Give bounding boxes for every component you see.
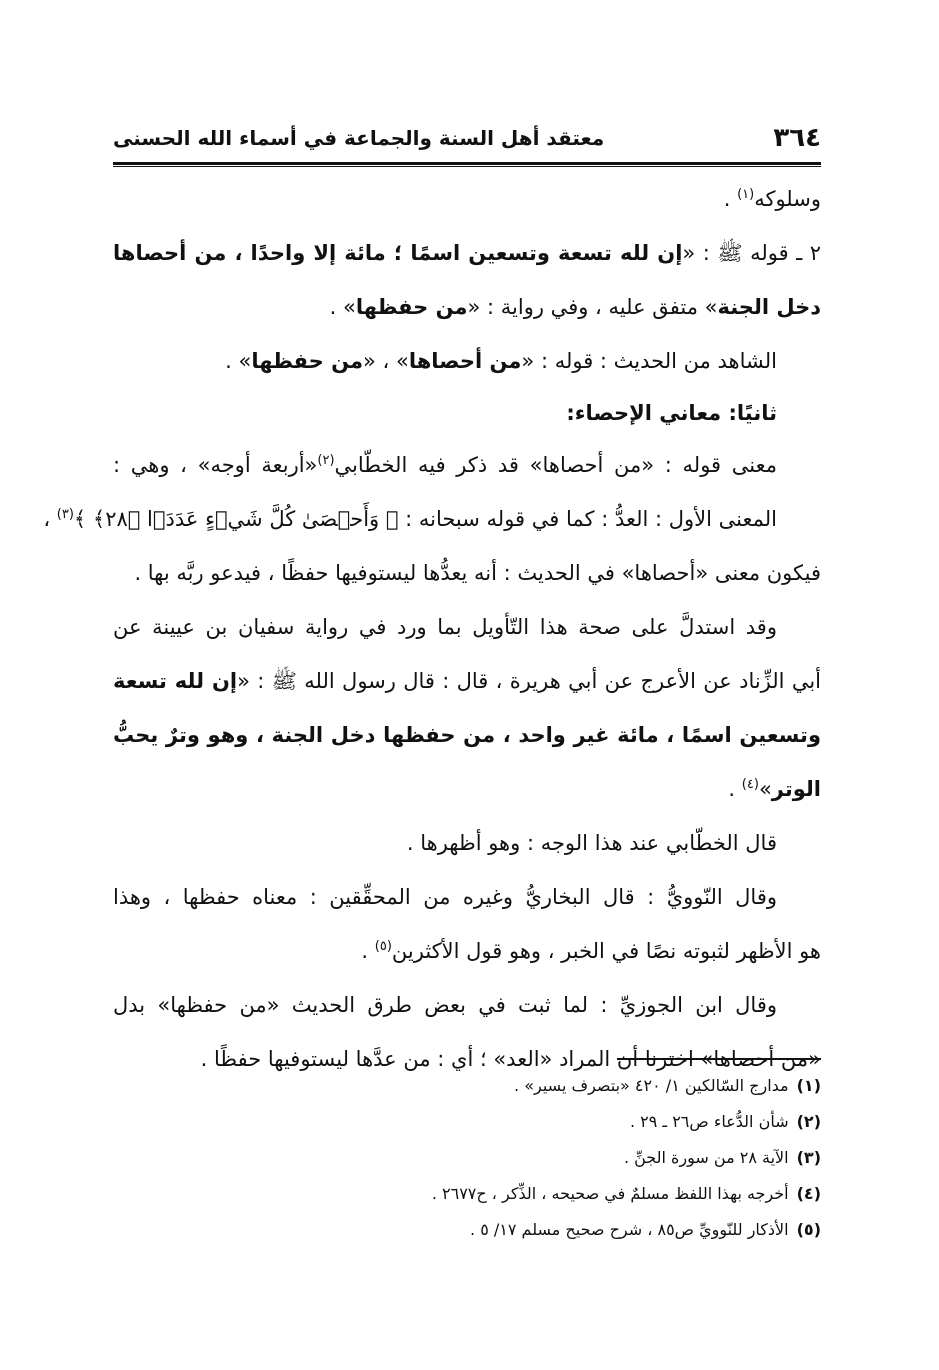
footnote: (٤)أخرجه بهذا اللفظ مسلمٌ في صحيحه ، الذِّكر ، ح٢٦٧٧ . bbox=[431, 1184, 821, 1203]
text-line: «من أحصاها» اخترنا أن المراد «العد» ؛ أي : من عدَّها ليستوفيها حفظًا . bbox=[200, 1047, 821, 1071]
text-line: الوتر»$^{(٤)}$ . bbox=[728, 777, 821, 801]
hadith-text: إن لله تسعة وتسعين اسمًا ؛ مائة إلا واحدًا ، من أحصاها bbox=[113, 241, 683, 265]
hadith-text: من أحصاها bbox=[408, 349, 522, 373]
text-line: الشاهد من الحديث : قوله : «من أحصاها» ، «من حفظها» . bbox=[225, 349, 777, 373]
text-line: دخل الجنة» متفق عليه ، وفي رواية : «من حفظها» . bbox=[329, 295, 821, 319]
hadith-text: من حفظها bbox=[355, 295, 468, 319]
footnote-ref: (٥) bbox=[374, 939, 392, 954]
text-line: وقد استدلَّ على صحة هذا التّأويل بما ورد في رواية سفيان بن عيينة عن bbox=[113, 615, 777, 639]
footnote-ref: (١) bbox=[737, 187, 755, 202]
text-line: فيكون معنى «أحصاها» في الحديث : أنه يعدُّها ليستوفيها حفظًا ، فيدعو ربَّه بها . bbox=[134, 561, 821, 585]
footnote-separator bbox=[617, 1058, 821, 1060]
text-line: وسلوكه$^{(١)}$ . bbox=[723, 187, 821, 211]
text-line: ٢ ـ قوله ﷺ : «إن لله تسعة وتسعين اسمًا ؛ مائة إلا واحدًا ، من أحصاها bbox=[113, 241, 821, 265]
text-line: وقال ابن الجوزيِّ : لما ثبت في بعض طرق الحديث «من حفظها» بدل bbox=[113, 993, 777, 1017]
footnote-ref: (٤) bbox=[741, 777, 759, 792]
footnote: (٣)الآية ٢٨ من سورة الجنِّ . bbox=[623, 1148, 821, 1167]
footnote: (١)مدارج السّالكين ١/ ٤٢٠ «بتصرف يسير» . bbox=[514, 1076, 821, 1095]
footnote: (٢)شأن الدُّعاء ص٢٦ ـ ٢٩ . bbox=[629, 1112, 821, 1131]
page-header bbox=[113, 118, 821, 158]
running-title: معتقد أهل السنة والجماعة في أسماء الله الحسنى bbox=[113, 126, 605, 150]
hadith-text: الوتر bbox=[771, 777, 821, 801]
hadith-text: وتسعين اسمًا ، مائة غير واحد ، من حفظها دخل الجنة ، وهو وترٌ يحبُّ bbox=[113, 723, 821, 747]
footnote-ref: (٣) bbox=[56, 507, 74, 522]
footnote-ref: (٢) bbox=[317, 453, 335, 468]
hadith-text: من حفظها bbox=[251, 349, 364, 373]
header-rule bbox=[113, 162, 821, 167]
text-line: قال الخطّابي عند هذا الوجه : وهو أظهرها . bbox=[406, 831, 777, 855]
page-number: ٣٦٤ bbox=[773, 123, 821, 153]
footnote: (٥)الأذكار للنّوويِّ ص٨٥ ، شرح صحيح مسلم ١٧/ ٥ . bbox=[470, 1220, 821, 1239]
text-line: أبي الزِّناد عن الأعرج عن أبي هريرة ، قال : قال رسول الله ﷺ : «إن لله تسعة bbox=[113, 669, 821, 693]
text-line: المعنى الأول : العدُّ : كما في قوله سبحانه : ﴿ وَأَحۡصَىٰ كُلَّ شَيۡءٍ عَدَدَۢا ﴿٢٨﴾ ﴾$^{(٣)}$ ، bbox=[43, 507, 777, 531]
text-line: هو الأظهر لثبوته نصًا في الخبر ، وهو قول الأكثرين$^{(٥)}$ . bbox=[361, 939, 821, 963]
text-line: وقال النّوويُّ : قال البخاريُّ وغيره من المحقِّقين : معناه حفظها ، وهذا bbox=[113, 885, 777, 909]
main-text bbox=[43, 172, 821, 1086]
hadith-text: إن لله تسعة bbox=[113, 669, 238, 693]
text-line: معنى قوله : «من أحصاها» قد ذكر فيه الخطّابي$^{(٢)}$«أربعة أوجه» ، وهي : bbox=[113, 453, 777, 477]
footnotes bbox=[300, 1068, 821, 1248]
hadith-text: دخل الجنة bbox=[717, 295, 821, 319]
section-heading: ثانيًا: معاني الإحصاء: bbox=[566, 401, 777, 425]
